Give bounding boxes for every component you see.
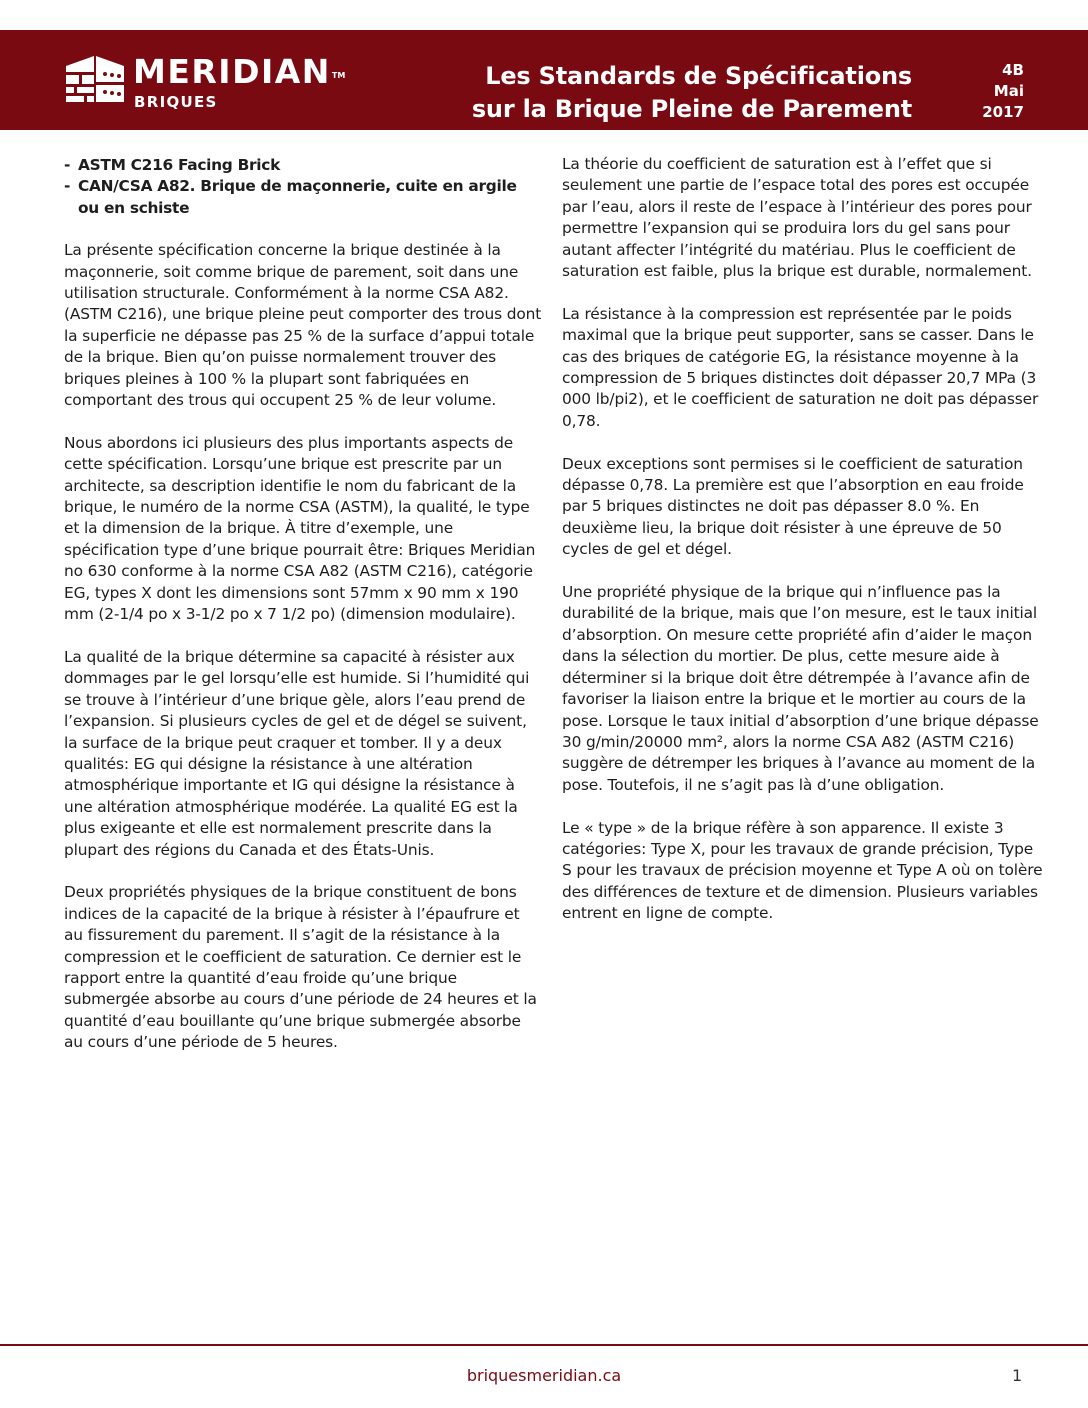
meridian-logo bbox=[64, 50, 346, 120]
paragraph-exceptions: Deux exceptions sont permises si le coefficient de saturation dépasse 0,78. La première est que l’absorption en eau froide par 5 briques distinctes ne doit pas dépasser 8.0 %. En deuxième lieu, la brique doit résister à une épreuve de 50 cycles de gel et dégel. bbox=[562, 454, 1024, 559]
brand-wordmark: MERIDIAN bbox=[133, 52, 331, 91]
paragraph-brick-quality: La qualité de la brique détermine sa capacité à résister aux dommages par le gel lorsqu’elle est humide. Si l’humidité qui se trouve à l’intérieur d’une brique gèle, alors l’eau prend de l’expansion. Si plusieurs cycles de gel et de dégel se suivent, la surface de la brique peut craquer et tomber. Il y a deux qualités: EG qui désigne la résistance à une altération atmosphérique importante et IG qui désigne la résistance à une altération atmosphérique modérée. La qualité EG est la plus exigeante et elle est normalement prescrite dans la plupart des régions du Canada et des États-Unis. bbox=[64, 647, 530, 859]
standards-list bbox=[64, 155, 542, 219]
header-banner bbox=[0, 30, 1088, 130]
paragraph-specification-scope: La présente spécification concerne la brique destinée à la maçonnerie, soit comme brique de parement, soit dans une utilisation structurale. Conformément à la norme CSA A82. (ASTM C216), une brique pleine peut comporter des trous dont la superficie ne dépasse pas 25 % de la surface d’appui totale de la brique. Bien qu’on puisse normalement trouver des briques pleines à 100 % la plupart sont fabriquées en comportant des trous qui occupent 25 % de leur volume. bbox=[64, 241, 542, 410]
page-number: 1 bbox=[1012, 1366, 1023, 1385]
document-title bbox=[472, 60, 912, 126]
footer-website-link[interactable]: briquesmeridian.ca bbox=[466, 1366, 622, 1385]
footer-divider bbox=[0, 1344, 1088, 1346]
paragraph-physical-properties: Deux propriétés physiques de la brique constituent de bons indices de la capacité de la brique à résister à l’épaufrure et au fissurement du parement. Il s’agit de la résistance à la compression et le coefficient de saturation. Ce dernier est le rapport entre la quantité d’eau froide qu’une brique submergée absorbe au cours d’une période de 24 heures et la quantité d’eau bouillante qu’une brique submergée absorbe au cours d’une période de 5 heures. bbox=[64, 883, 537, 1052]
brand-subtitle: BRIQUES bbox=[134, 93, 218, 111]
title-line-2: sur la Brique Pleine de Parement bbox=[471, 95, 912, 123]
paragraph-brick-type: Le « type » de la brique réfère à son apparence. Il existe 3 catégories: Type X, pour les travaux de grande précision, Type S pour les travaux de précision moyenne et Type A où on tolère des différences de texture et de dimension. Plusieurs variables entrent en ligne de compte. bbox=[562, 818, 1043, 923]
document-meta bbox=[982, 60, 1024, 123]
trademark-mark: TM bbox=[331, 71, 346, 80]
paragraph-specification-example: Nous abordons ici plusieurs des plus importants aspects de cette spécification. Lorsqu’une brique est prescrite par un architecte, sa description identifie le nom du fabricant de la brique, le numéro de la norme CSA (ASTM), la qualité, le type et la dimension de la brique. À titre d’exemple, une spécification type d’une brique pourrait être: Briques Meridian no 630 conforme à la norme CSA A82 (ASTM C216), catégorie EG, types X dont les dimensions sont 57mm x 90 mm x 190 mm (2-1/4 po x 3-1/2 po x 7 1/2 po) (dimension modulaire). bbox=[64, 433, 536, 624]
right-column bbox=[562, 154, 1044, 946]
standard-item: - ASTM C216 Facing Brick bbox=[64, 155, 542, 176]
document-year: 2017 bbox=[982, 103, 1024, 121]
left-column bbox=[64, 155, 542, 1075]
document-month: Mai bbox=[993, 82, 1024, 100]
paragraph-compressive-strength: La résistance à la compression est représentée par le poids maximal que la brique peut supporter, sans se casser. Dans le cas des briques de catégorie EG, la résistance moyenne à la compression de 5 briques distinctes doit dépasser 20,7 MPa (3 000 lb/pi2), et le coefficient de saturation ne doit pas dépasser 0,78. bbox=[562, 304, 1039, 430]
paragraph-saturation-theory: La théorie du coefficient de saturation est à l’effet que si seulement une partie de l’espace total des pores est occupée par l’eau, alors il reste de l’espace à l’intérieur des pores pour permettre l’expansion qui se produira lors du gel sans pour autant affecter l’intégrité du matériau. Plus le coefficient de saturation est faible, plus la brique est durable, normalement. bbox=[562, 155, 1032, 281]
title-line-1: Les Standards de Spécifications bbox=[485, 62, 912, 90]
brand-name bbox=[133, 52, 345, 92]
building-brick-icon bbox=[64, 54, 126, 104]
document-code: 4B bbox=[1002, 61, 1024, 79]
paragraph-initial-absorption: Une propriété physique de la brique qui n’influence pas la durabilité de la brique, mais que l’on mesure, est le taux initial d’absorption. On mesure cette propriété afin d’aider le maçon dans la sélection du mortier. De plus, cette mesure aide à déterminer si la brique doit être détrempée à l’avance afin de favoriser la liaison entre la brique et le mortier au cours de la pose. Lorsque le taux initial d’absorption d’une brique dépasse 30 g/min/20000 mm², alors la norme CSA A82 (ASTM C216) suggère de détremper les briques à l’avance au moment de la pose. Toutefois, il ne s’agit pas là d’une obligation. bbox=[562, 583, 1039, 794]
standard-item: - CAN/CSA A82. Brique de maçonnerie, cuite en argile ou en schiste bbox=[64, 176, 542, 219]
